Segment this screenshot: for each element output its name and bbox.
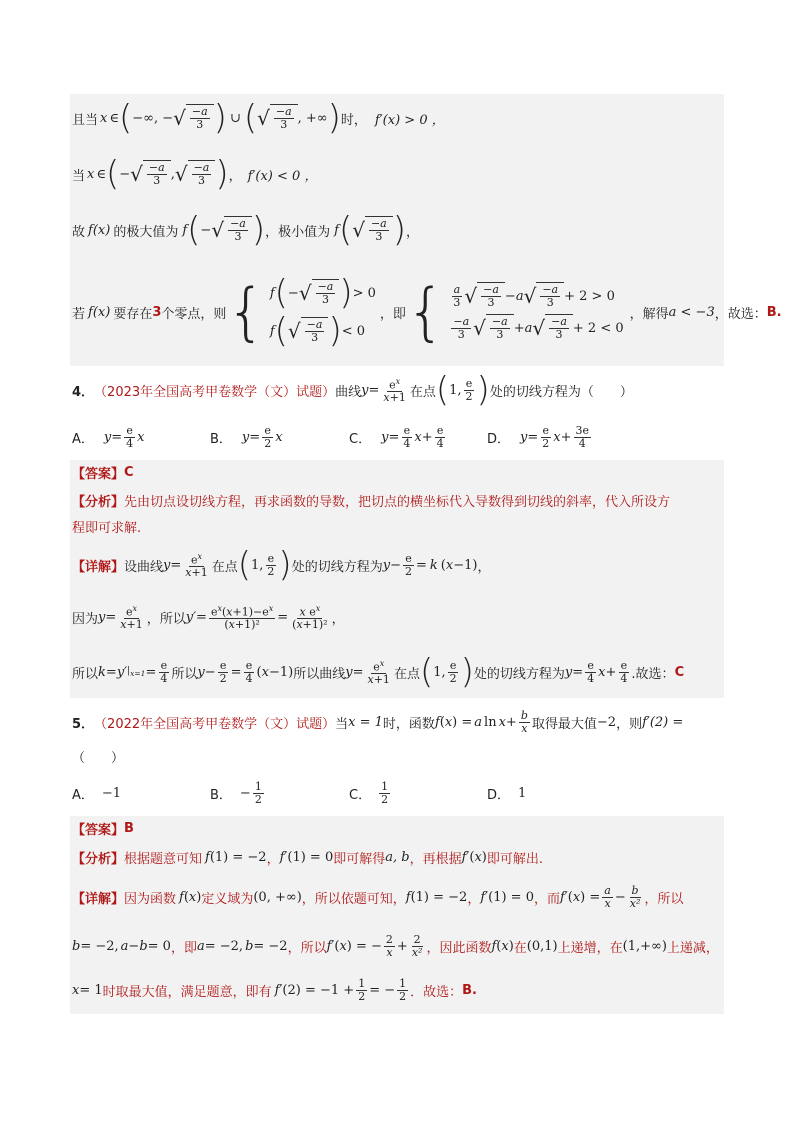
q3-l4-sol: a < −3 [668, 304, 715, 320]
q5-option-b[interactable]: B． − $\frac{1}{2}$ [210, 779, 262, 806]
q5-analysis-a: 根据题意可知 [124, 851, 203, 867]
q4-number: 4． [72, 384, 95, 400]
q3-l3-max-label: 的极大值为 [113, 224, 179, 240]
q5-stem: 5． （2022年全国高考甲卷数学（文）试题） 当 x = 1 时，函数 f ( x ) = a ln x + $\frac{b}{x}$ 取得最大值 −2 ，则 f′(2) = [72, 708, 684, 735]
q3-l4-gu: ，故选： [714, 306, 767, 322]
q5-e3-b: ．故选： [410, 984, 463, 1000]
q4-option-c-label: C． [349, 431, 372, 447]
q3-l3-fx: f(x) [88, 222, 111, 238]
q5-e1-b: 定义域为 [201, 891, 254, 907]
q4-option-b-label: B． [210, 431, 232, 447]
q5-text1: 当 [335, 716, 349, 732]
q4-analysis-line-1 [72, 490, 670, 510]
q5-e2-f: 上递减， [666, 940, 719, 956]
q5-answer-line [72, 818, 134, 838]
q3-line-2: 当 x ∈ ( − √ $\frac{-a}{3}$ , √ $\frac{-a}{3}$ ) ， f′(x) < 0 ， [72, 154, 318, 194]
q5-e1-a: 因为函数 [124, 891, 177, 907]
q4-text1: 曲线 [335, 384, 362, 400]
q5-answer-tag: 【答案】 [72, 822, 125, 838]
q5-e2-c: ，因此函数 [426, 940, 492, 956]
q4-answer-tag: 【答案】 [72, 466, 125, 482]
q4-detail-line-3: 所以 k = y′ $|_{x=1}$ = $\frac{e}{4}$ 所以 y − $\frac{e}{2}$ = $\frac{e}{4}$ ( x −1) 所以曲线 y = $\frac{e^x}{x+1}$ 在点 ( 1, $\frac{e}{2}$ ) 处的切线方程为 y = $\frac{e}{4}$ x + $\frac{e}{4}$ .故选： C [72, 652, 685, 692]
q5-number: 5． [72, 716, 95, 732]
q5-option-b-label: B． [210, 787, 232, 803]
q3-l4-mid2: 个零点，则 [161, 306, 227, 322]
q5-option-a[interactable]: A． −1 [72, 785, 122, 803]
q3-system-1: f ( − √ $\frac{-a}{3}$ ) > 0 f ( √ $\frac{-a}{3}$ ) < 0 [269, 273, 376, 351]
q3-l2-post: ， [228, 168, 242, 184]
q5-answer: B [124, 820, 134, 836]
q4-d2-a: 因为 [72, 611, 99, 627]
q5-detail-line-2: b = −2, a − b = 0 ，即 a = −2, b = −2 ，所以 f′ ( x ) = − $\frac{2}{x}$ + $\frac{2}{\text{x²}}$ ，因此函数 f ( x ) 在 (0,1) 上递增，在 (1,+∞) 上递减， [72, 932, 719, 959]
q5-analysis-e: 即可解出. [486, 851, 543, 867]
q3-l2-pre: 当 [72, 168, 86, 184]
q4-d3-f: .故选： [631, 666, 675, 682]
q3-line-3: 故 f(x) 的极大值为 f ( − √ $\frac{-a}{3}$ ) ，极小值为 f ( √ $\frac{-a}{3}$ ) ， [72, 210, 420, 250]
q4-d2-end: ， [331, 611, 345, 627]
q5-e2-b: ，所以 [287, 940, 327, 956]
q5-e2-e: 上递增，在 [557, 940, 623, 956]
q4-d3-d: 在点 [393, 666, 420, 682]
q3-l2-cond: f′(x) < 0 ， [247, 168, 318, 184]
q5-e3-a: 时取最大值，满足题意，即有 [102, 984, 272, 1000]
q5-analysis-line: 【分析】 根据题意可知 f (1) = −2 ， f′ (1) = 0 即可解得 a, b ，再根据 f′ ( x ) 即可解出. [72, 849, 543, 867]
q4-option-b[interactable]: B． y = $\frac{e}{2}$ x [210, 423, 283, 450]
q4-option-d[interactable]: D． y = $\frac{e}{2}$ x + $\frac{3e}{4}$ [487, 423, 590, 450]
q5-analysis-d: ，再根据 [409, 851, 462, 867]
q5-e1-c: ，所以依题可知， [301, 891, 406, 907]
q5-detail-tag: 【详解】 [72, 891, 125, 907]
q4-d1-a: 设曲线 [124, 559, 164, 575]
q3-l4-solve: ，解得 [629, 306, 669, 322]
q4-option-a-label: A． [72, 431, 94, 447]
q5-detail-line-1: 【详解】 因为函数 f ( x ) 定义域为 (0, +∞) ，所以依题可知， f (1) = −2 ， f′ (1) = 0 ，而 f′ ( x ) = $\frac{a}{x}$ − $\frac{b}{\text{x²}}$ ，所以 [72, 883, 684, 910]
q4-option-c[interactable]: C． y = $\frac{e}{4}$ x + $\frac{e}{4}$ [349, 423, 444, 450]
q5-detail-line-3: x = 1 时取最大值，满足题意，即有 f′ (2) = −1 + $\frac{1}{2}$ = − $\frac{1}{2}$ ．故选： B. [72, 976, 477, 1003]
q5-option-d-label: D． [487, 787, 511, 803]
q5-e3-ans: B. [462, 982, 477, 998]
q5-option-c-label: C． [349, 787, 372, 803]
q5-paren-line [72, 746, 124, 766]
q4-d1-end: ， [477, 559, 491, 575]
q3-l3-min-label: ，极小值为 [265, 224, 331, 240]
q4-d1-c: 处的切线方程为 [291, 559, 383, 575]
q4-text2: 在点 [409, 384, 436, 400]
q3-line-1: 且当 x ∈ ( −∞, − √ $\frac{-a}{3}$ ) ∪ ( √ $\frac{-a}{3}$ , +∞ ) 时， f′(x) > 0 ， [72, 98, 445, 138]
q3-l3-end: ， [406, 224, 420, 240]
q4-source: （2023年全国高考甲卷数学（文）试题） [94, 384, 336, 400]
q5-source: （2022年全国高考甲卷数学（文）试题） [94, 716, 336, 732]
q5-e1-e: ，而 [533, 891, 560, 907]
q4-d2-b: ，所以 [146, 611, 186, 627]
q4-answer: C [124, 464, 134, 480]
q4-detail-line-1: 【详解】 设曲线 y = $\frac{e^x}{x+1}$ 在点 ( 1, $\frac{e}{2}$ ) 处的切线方程为 y − $\frac{e}{2}$ = k ( x −1) ， [72, 545, 491, 585]
q5-e1-f: ，所以 [644, 891, 684, 907]
q4-answer-line [72, 462, 134, 482]
q4-analysis-l1: 先由切点设切线方程，再求函数的导数，把切点的横坐标代入导数得到切线的斜率，代入所设方 [124, 494, 671, 510]
q3-l1-pre: 且当 [72, 112, 99, 128]
q4-d3-e: 处的切线方程为 [473, 666, 565, 682]
q4-d3-c: 所以曲线 [293, 666, 346, 682]
q3-l1-post: 时， [340, 112, 367, 128]
q4-analysis-tag: 【分析】 [72, 494, 125, 510]
q3-l3-pre: 故 [72, 224, 86, 240]
q5-ask: f′(2) = [642, 714, 684, 730]
q5-option-c[interactable]: C． $\frac{1}{2}$ [349, 779, 389, 806]
q3-l1-cond: f′(x) > 0 ， [374, 112, 445, 128]
q3-system-2: $\frac{a}{3}$ √ $\frac{-a}{3}$ −a √ $\frac{-a}{3}$ + 2 > 0 $\frac{-a}{3}$ √ $\frac{-a}{3}$ +a √ $\frac{-a}{3}$ + 2 < 0 [453, 282, 624, 341]
q4-option-a[interactable]: A． y = $\frac{e}{4}$ x [72, 423, 145, 450]
q4-analysis-line-2 [72, 516, 141, 536]
q5-option-a-label: A． [72, 787, 94, 803]
q5-e2-d: 在 [513, 940, 527, 956]
q5-option-d[interactable]: D． 1 [487, 785, 527, 803]
q3-l4-answer: B. [766, 304, 782, 320]
q4-d3-a: 所以 [72, 666, 99, 682]
q5-analysis-tag: 【分析】 [72, 851, 125, 867]
q5-e1-d: ， [467, 891, 481, 907]
q4-d3-b: 所以 [171, 666, 198, 682]
q4-stem: 4． （2023年全国高考甲卷数学（文）试题） 曲线 y = $\frac{e^x}{x+1}$ 在点 ( 1, $\frac{e}{2}$ ) 处的切线方程为（ ） [72, 370, 633, 410]
q5-text4: ，则 [616, 716, 643, 732]
q5-text2: 时，函数 [382, 716, 435, 732]
q3-l4-mid1: 要存在 [113, 306, 153, 322]
q4-detail-line-2: 因为 y = $\frac{e^x}{x+1}$ ，所以 y′ = $\frac{e^x(x+1)-e^x}{\text{(x+1)²}}$ = $\frac{x e^x}{\text{(x+1)²}}$ ， [72, 603, 345, 632]
q3-l4-fx: f(x) [88, 304, 111, 320]
q5-analysis-c: 即可解得 [333, 851, 386, 867]
q4-text3: 处的切线方程为（ ） [489, 384, 633, 400]
q5-e2-a: ，即 [170, 940, 197, 956]
q3-l4-ji: ，即 [379, 306, 406, 322]
q5-paren: （ ） [72, 750, 125, 766]
q4-d3-ans: C [674, 664, 685, 680]
q3-l4-pre: 若 [72, 306, 86, 322]
q5-analysis-b: ， [266, 851, 280, 867]
q4-option-d-label: D． [487, 431, 511, 447]
q4-d1-b: 在点 [211, 559, 238, 575]
q3-line-4: 若 f(x) 要存在 3 个零点，则 { f ( − √ $\frac{-a}{3}$ ) > 0 f ( √ $\frac{-a}{3}$ ) < 0 ，即 { $\frac{a}{3}$ √ $\frac{-a}{3}$ −a √ $\frac{-a}{3}$ + 2 > 0 $\frac{-a}{3}$ √ $\frac{-a}{3}$ +a √ $\frac{-a}{3}$ + 2 < 0 ，解得 a < −3 ，故选： B. [72, 273, 782, 351]
q5-maxval: −2 [596, 714, 617, 730]
q5-cond: x = 1 [348, 714, 383, 730]
q4-analysis-l2: 程即可求解. [72, 520, 142, 536]
q3-l4-three: 3 [152, 304, 162, 320]
q4-detail-tag: 【详解】 [72, 559, 125, 575]
q5-text3: 取得最大值 [531, 716, 597, 732]
